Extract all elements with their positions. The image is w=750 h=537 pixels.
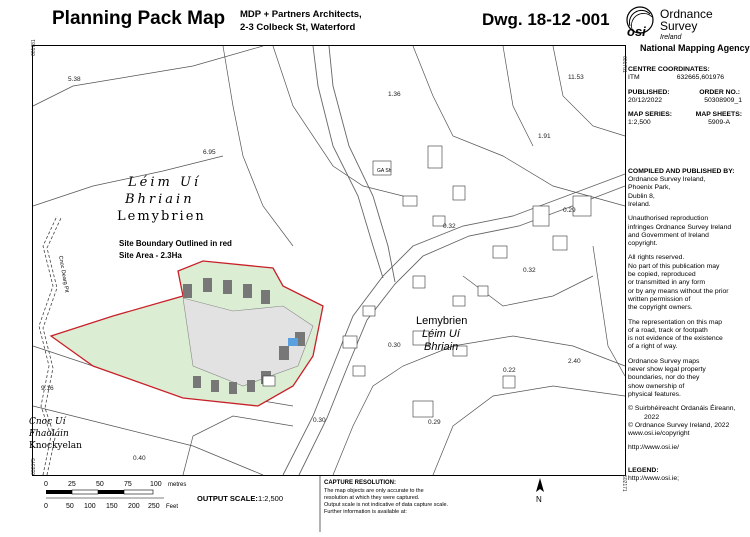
reproduction-line: copyright. — [628, 240, 658, 248]
edge-coord-tl: 601781 — [31, 39, 37, 56]
site-area-note: Site Area - 2.3Ha — [119, 251, 182, 260]
rights-line: the copyright owners. — [628, 304, 693, 312]
metres-tick-25: 25 — [68, 481, 76, 488]
hill-irish-line2: Fhaoláin — [29, 429, 69, 439]
map-series-label: MAP SERIES: — [628, 111, 673, 119]
place-irish-line1: Léim Uí — [128, 175, 202, 190]
feet-tick-250: 250 — [148, 503, 160, 510]
feet-tick-100: 100 — [84, 503, 96, 510]
representation-line: is not evidence of the existence — [628, 335, 723, 343]
bottom-strip — [32, 476, 624, 532]
reproduction-line: Unauthorised reproduction — [628, 215, 709, 223]
edge-coord-br: 602171 — [621, 475, 627, 492]
compiled-line: Ireland. — [628, 200, 651, 208]
osi-website-link[interactable]: http://www.osi.ie/ — [628, 444, 679, 452]
parcel-area-label: 0.40 — [133, 455, 146, 462]
parcel-area-label: 0.29 — [428, 419, 441, 426]
river-label: Cnoc Dearg Pit — [57, 255, 70, 294]
published-value: 20/12/2022 — [628, 96, 663, 104]
representation-line: of a right of way. — [628, 343, 678, 351]
copyright-link[interactable]: www.osi.ie/copyright — [628, 430, 690, 438]
parcel-area-label: 0.30 — [313, 417, 326, 424]
village-name-english: Lemybrien — [416, 315, 468, 327]
metres-label: metres — [168, 482, 187, 488]
osi-tagline: National Mapping Agency — [640, 43, 750, 53]
osi-logo-icon — [624, 6, 744, 42]
capture-line: resolution at which they were captured. — [324, 495, 420, 501]
feet-label: Feet — [166, 504, 179, 510]
output-scale-label: OUTPUT SCALE: — [197, 494, 258, 503]
feet-tick-0: 0 — [44, 503, 48, 510]
parcel-area-label: 11.53 — [568, 74, 584, 81]
scale-bar-blocks — [46, 490, 164, 498]
parcel-area-label: 9.16 — [41, 385, 54, 392]
capture-label: CAPTURE RESOLUTION: — [324, 480, 396, 486]
parcel-area-label: 1.36 — [388, 91, 401, 98]
compiled-line: Phoenix Park, — [628, 184, 671, 192]
place-irish-line2: Bhriain — [125, 192, 195, 207]
village-buildings — [263, 146, 591, 417]
logo-mark: osi — [627, 24, 646, 39]
reproduction-line: and Government of Ireland — [628, 231, 709, 239]
published-label: PUBLISHED: — [628, 88, 670, 96]
metres-tick-0: 0 — [44, 481, 48, 488]
parcel-area-label: 1.91 — [538, 133, 551, 140]
parcel-area-label: 0.32 — [523, 267, 536, 274]
compiled-label: COMPILED AND PUBLISHED BY: — [628, 167, 735, 175]
hill-english: Knockyelan — [29, 441, 82, 451]
site-boundary-note: Site Boundary Outlined in red — [119, 239, 232, 248]
boundaries-line: never show legal property — [628, 366, 706, 374]
itm-label: ITM — [628, 74, 640, 82]
drawing-number: Dwg. 18-12 -001 — [482, 10, 610, 29]
metres-tick-75: 75 — [124, 481, 132, 488]
feet-tick-50: 50 — [66, 503, 74, 510]
site-pond — [288, 338, 298, 346]
legend-label: LEGEND: — [628, 466, 659, 474]
parcel-boundaries — [33, 46, 625, 475]
place-english: Lemybrien — [117, 209, 206, 224]
rights-line: or by any means without the prior — [628, 287, 729, 295]
info-panel — [628, 66, 746, 483]
village-name-irish-line1: Léim Uí — [422, 328, 460, 340]
boundaries-line: physical features. — [628, 390, 681, 398]
compiled-line: Dublin 8, — [628, 192, 655, 200]
parcel-area-label: 5.38 — [68, 76, 81, 83]
village-name-irish-line2: Bhriain — [424, 341, 459, 353]
main-road — [283, 46, 625, 475]
edge-coord-tr: 601781 — [621, 56, 627, 73]
architect-line-1: MDP + Partners Architects, — [240, 9, 362, 20]
capture-line: Further information is available at: — [324, 509, 407, 515]
centre-coords-label: CENTRE COORDINATES: — [628, 66, 710, 73]
metres-tick-50: 50 — [96, 481, 104, 488]
itm-value: 632665,601976 — [676, 74, 724, 82]
capture-line: Output scale is not indicative of data capture scale. — [324, 502, 449, 508]
metres-tick-100: 100 — [150, 481, 162, 488]
parcel-area-labels — [41, 74, 584, 462]
copyright-line: © Ordnance Survey Ireland, 2022 — [628, 421, 730, 429]
ga-label: GA Sh — [377, 168, 392, 174]
parcel-area-label: 2.40 — [568, 358, 581, 365]
page-title: Planning Pack Map — [52, 8, 226, 29]
logo-name-line2: Survey — [660, 19, 698, 33]
capture-line: The map objects are only accurate to the — [324, 488, 424, 494]
north-arrow-icon — [536, 478, 544, 504]
boundaries-line: Ordnance Survey maps — [628, 357, 700, 365]
legend-link[interactable]: http://www.osi.ie; — [628, 474, 679, 482]
parcel-area-label: 0.22 — [503, 367, 516, 374]
feet-tick-150: 150 — [106, 503, 118, 510]
parcel-area-label: 0.30 — [388, 342, 401, 349]
scale-bar-graphic — [32, 476, 624, 532]
hill-irish-line1: Cnoc Uí — [29, 417, 66, 427]
map-series-value: 1:2,500 — [628, 119, 651, 127]
copyright-line: 2022 — [644, 413, 660, 421]
parcel-area-label: 0.29 — [563, 207, 576, 214]
architect-line-2: 2-3 Colbeck St, Waterford — [240, 22, 356, 33]
logo-name-line1: Ordnance — [660, 7, 713, 21]
representation-line: The representation on this map — [628, 318, 723, 326]
output-scale-value: 1:2,500 — [258, 494, 284, 503]
parcel-area-label: 6.95 — [203, 149, 216, 156]
map-sheets-label: MAP SHEETS: — [695, 111, 742, 119]
rights-line: All rights reserved. — [628, 254, 685, 262]
boundaries-line: show ownership of — [628, 382, 685, 390]
osi-logo — [624, 6, 744, 42]
north-label: N — [536, 495, 542, 504]
compiled-line: Ordnance Survey Ireland, — [628, 176, 706, 184]
architect-info — [240, 8, 362, 34]
rights-line: be copied, reproduced — [628, 271, 696, 279]
parcel-area-label: 0.32 — [443, 223, 456, 230]
rights-line: written permission of — [628, 295, 691, 303]
map-sheets-value: 5909-A — [708, 119, 730, 127]
rights-line: or transmitted in any form — [628, 279, 706, 287]
edge-coord-bl: 632375 — [31, 458, 37, 475]
logo-name-line3: Ireland — [660, 34, 682, 41]
order-no-label: ORDER NO.: — [699, 88, 740, 96]
rights-line: No part of this publication may — [628, 262, 720, 270]
order-no-value: 50308909_1 — [704, 96, 742, 104]
feet-tick-200: 200 — [128, 503, 140, 510]
reproduction-line: infringes Ordnance Survey Ireland — [628, 223, 732, 231]
boundaries-line: boundaries, nor do they — [628, 374, 700, 382]
representation-line: of a road, track or footpath — [628, 326, 708, 334]
copyright-line: © Suirbhéireacht Ordanáis Éireann, — [628, 405, 736, 413]
